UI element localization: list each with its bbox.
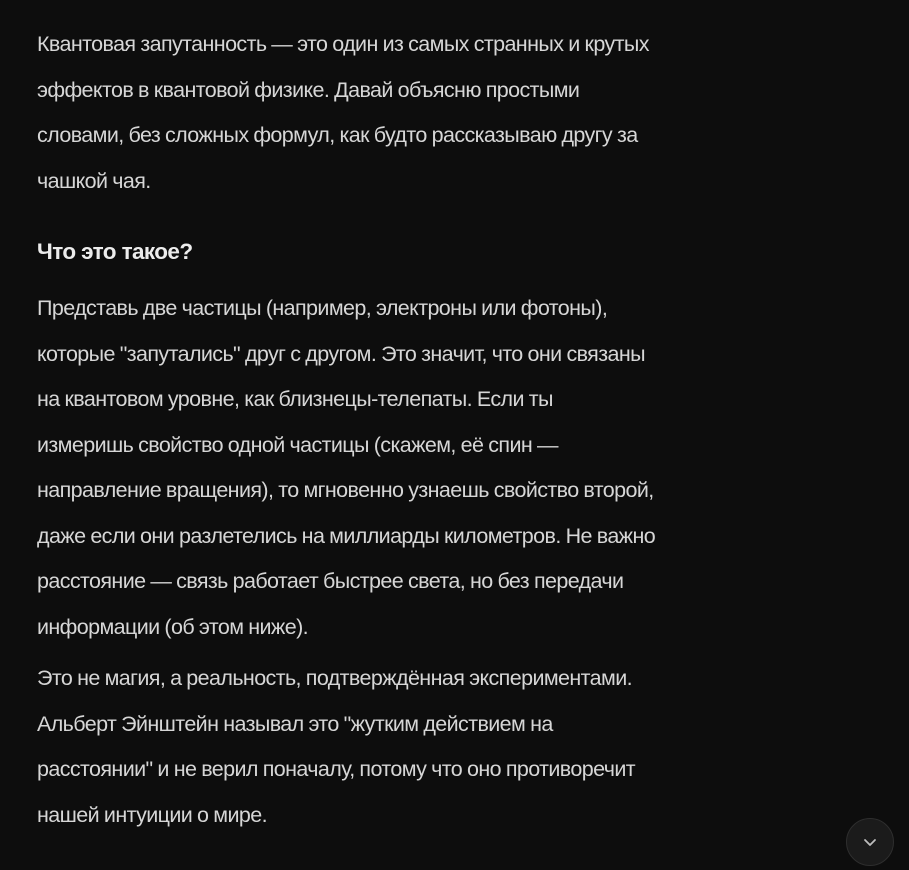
paragraph-1 (37, 286, 877, 650)
text-line: направление вращения), то мгновенно узнаешь свойство второй, (37, 478, 654, 502)
text-line: на квантовом уровне, как близнецы-телепаты. Если ты (37, 387, 553, 411)
text-line: расстояние — связь работает быстрее света, но без передачи (37, 569, 624, 593)
text-line: Представь две частицы (например, электроны или фотоны), (37, 296, 608, 320)
text-line: эффектов в квантовой физике. Давай объясню простыми (37, 77, 580, 102)
paragraph-2 (37, 656, 877, 838)
section-title: Что это такое? (37, 239, 193, 264)
text-line: нашей интуиции о мире. (37, 802, 267, 827)
scroll-to-bottom-button[interactable] (846, 818, 894, 866)
text-line: Альберт Эйнштейн называл это "жутким действием на (37, 711, 553, 736)
intro-paragraph (37, 22, 877, 204)
chevron-down-icon (861, 833, 879, 851)
text-line: информации (об этом ниже). (37, 614, 309, 639)
text-line: даже если они разлетелись на миллиарды километров. Не важно (37, 523, 656, 548)
text-line: Это не магия, а реальность, подтверждённая экспериментами. (37, 666, 632, 690)
chat-message (37, 22, 877, 838)
text-line: расстоянии" и не верил поначалу, потому что оно противоречит (37, 757, 636, 781)
text-line: Квантовая запутанность — это один из самых странных и крутых (37, 32, 649, 56)
text-line: словами, без сложных формул, как будто рассказываю другу за (37, 123, 638, 147)
text-line: чашкой чая. (37, 168, 151, 193)
text-line: которые "запутались" друг с другом. Это значит, что они связаны (37, 341, 645, 366)
text-line: измеришь свойство одной частицы (скажем, её спин — (37, 432, 558, 457)
